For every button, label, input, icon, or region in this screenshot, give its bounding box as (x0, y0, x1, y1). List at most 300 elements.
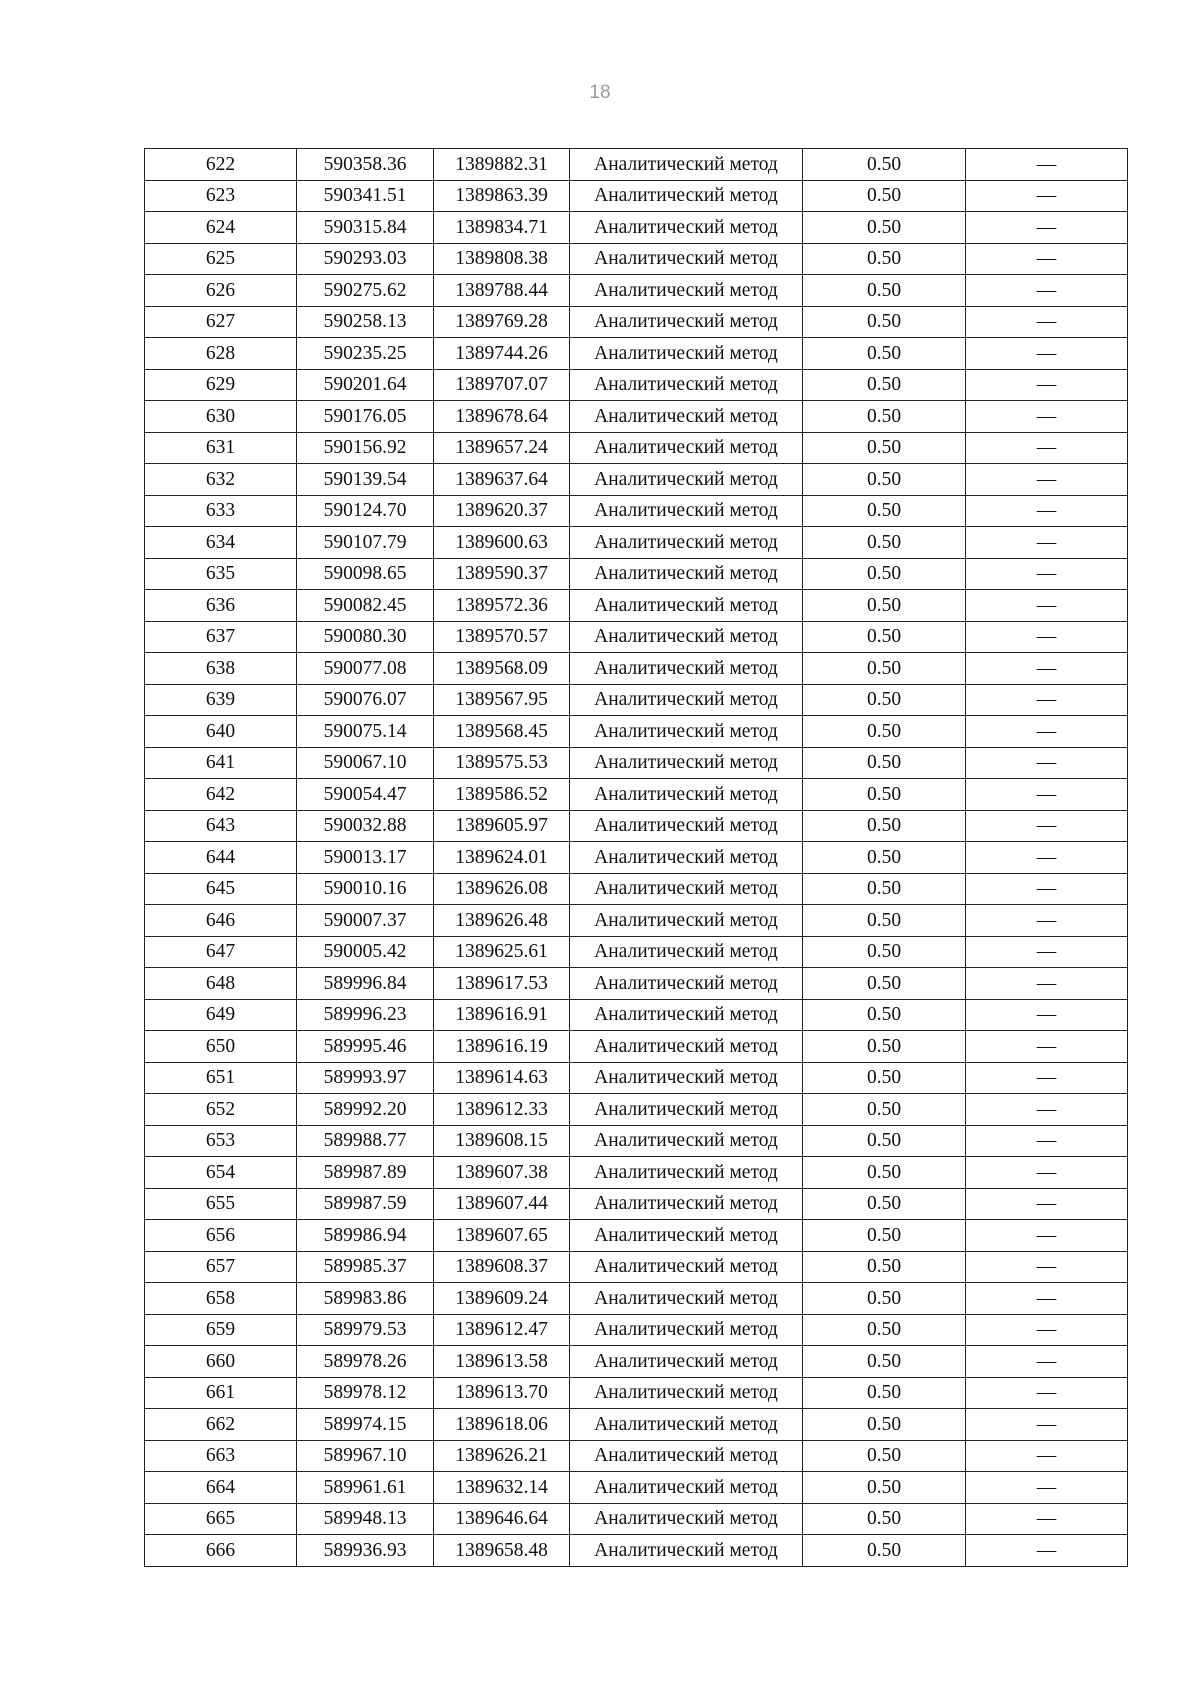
table-row (145, 905, 1128, 937)
description-cell: — (966, 432, 1128, 464)
table-row (145, 1440, 1128, 1472)
table-row (145, 999, 1128, 1031)
table-row (145, 401, 1128, 433)
accuracy-cell: 0.50 (803, 716, 966, 748)
page-number: 18 (589, 82, 611, 103)
table-row (145, 590, 1128, 622)
point-number-cell: 622 (145, 149, 297, 181)
point-number-cell: 661 (145, 1377, 297, 1409)
y-coordinate-cell: 1389617.53 (434, 968, 570, 1000)
method-cell: Аналитический метод (570, 684, 803, 716)
y-coordinate-cell: 1389657.24 (434, 432, 570, 464)
point-number-cell: 636 (145, 590, 297, 622)
y-coordinate-cell: 1389707.07 (434, 369, 570, 401)
description-cell: — (966, 716, 1128, 748)
description-cell: — (966, 1283, 1128, 1315)
table-row (145, 621, 1128, 653)
method-cell: Аналитический метод (570, 338, 803, 370)
description-cell: — (966, 306, 1128, 338)
x-coordinate-cell: 590082.45 (297, 590, 434, 622)
description-cell: — (966, 621, 1128, 653)
table-row (145, 369, 1128, 401)
accuracy-cell: 0.50 (803, 779, 966, 811)
table-row (145, 1031, 1128, 1063)
point-number-cell: 639 (145, 684, 297, 716)
y-coordinate-cell: 1389612.33 (434, 1094, 570, 1126)
y-coordinate-cell: 1389613.70 (434, 1377, 570, 1409)
accuracy-cell: 0.50 (803, 936, 966, 968)
point-number-cell: 662 (145, 1409, 297, 1441)
method-cell: Аналитический метод (570, 212, 803, 244)
y-coordinate-cell: 1389612.47 (434, 1314, 570, 1346)
method-cell: Аналитический метод (570, 810, 803, 842)
x-coordinate-cell: 590358.36 (297, 149, 434, 181)
method-cell: Аналитический метод (570, 1125, 803, 1157)
x-coordinate-cell: 589983.86 (297, 1283, 434, 1315)
accuracy-cell: 0.50 (803, 338, 966, 370)
description-cell: — (966, 464, 1128, 496)
description-cell: — (966, 495, 1128, 527)
y-coordinate-cell: 1389637.64 (434, 464, 570, 496)
point-number-cell: 655 (145, 1188, 297, 1220)
description-cell: — (966, 1188, 1128, 1220)
description-cell: — (966, 212, 1128, 244)
method-cell: Аналитический метод (570, 1062, 803, 1094)
point-number-cell: 647 (145, 936, 297, 968)
y-coordinate-cell: 1389608.15 (434, 1125, 570, 1157)
y-coordinate-cell: 1389607.38 (434, 1157, 570, 1189)
method-cell: Аналитический метод (570, 936, 803, 968)
description-cell: — (966, 684, 1128, 716)
description-cell: — (966, 1503, 1128, 1535)
y-coordinate-cell: 1389570.57 (434, 621, 570, 653)
method-cell: Аналитический метод (570, 306, 803, 338)
accuracy-cell: 0.50 (803, 873, 966, 905)
point-number-cell: 649 (145, 999, 297, 1031)
y-coordinate-cell: 1389568.45 (434, 716, 570, 748)
accuracy-cell: 0.50 (803, 1535, 966, 1567)
method-cell: Аналитический метод (570, 747, 803, 779)
point-number-cell: 645 (145, 873, 297, 905)
x-coordinate-cell: 590007.37 (297, 905, 434, 937)
method-cell: Аналитический метод (570, 590, 803, 622)
description-cell: — (966, 968, 1128, 1000)
method-cell: Аналитический метод (570, 401, 803, 433)
method-cell: Аналитический метод (570, 968, 803, 1000)
x-coordinate-cell: 589936.93 (297, 1535, 434, 1567)
accuracy-cell: 0.50 (803, 590, 966, 622)
accuracy-cell: 0.50 (803, 999, 966, 1031)
point-number-cell: 658 (145, 1283, 297, 1315)
table-row (145, 1377, 1128, 1409)
accuracy-cell: 0.50 (803, 1094, 966, 1126)
accuracy-cell: 0.50 (803, 275, 966, 307)
table-row (145, 149, 1128, 181)
method-cell: Аналитический метод (570, 653, 803, 685)
table-row (145, 936, 1128, 968)
x-coordinate-cell: 590054.47 (297, 779, 434, 811)
y-coordinate-cell: 1389808.38 (434, 243, 570, 275)
point-number-cell: 626 (145, 275, 297, 307)
description-cell: — (966, 1472, 1128, 1504)
x-coordinate-cell: 589978.12 (297, 1377, 434, 1409)
point-number-cell: 643 (145, 810, 297, 842)
x-coordinate-cell: 589978.26 (297, 1346, 434, 1378)
accuracy-cell: 0.50 (803, 1503, 966, 1535)
table-row (145, 968, 1128, 1000)
accuracy-cell: 0.50 (803, 747, 966, 779)
description-cell: — (966, 1409, 1128, 1441)
accuracy-cell: 0.50 (803, 149, 966, 181)
description-cell: — (966, 1157, 1128, 1189)
point-number-cell: 624 (145, 212, 297, 244)
accuracy-cell: 0.50 (803, 180, 966, 212)
y-coordinate-cell: 1389646.64 (434, 1503, 570, 1535)
x-coordinate-cell: 589992.20 (297, 1094, 434, 1126)
x-coordinate-cell: 590341.51 (297, 180, 434, 212)
accuracy-cell: 0.50 (803, 306, 966, 338)
x-coordinate-cell: 590010.16 (297, 873, 434, 905)
table-row (145, 432, 1128, 464)
x-coordinate-cell: 589979.53 (297, 1314, 434, 1346)
description-cell: — (966, 653, 1128, 685)
point-number-cell: 642 (145, 779, 297, 811)
description-cell: — (966, 810, 1128, 842)
method-cell: Аналитический метод (570, 275, 803, 307)
accuracy-cell: 0.50 (803, 653, 966, 685)
x-coordinate-cell: 590124.70 (297, 495, 434, 527)
x-coordinate-cell: 590201.64 (297, 369, 434, 401)
y-coordinate-cell: 1389626.48 (434, 905, 570, 937)
description-cell: — (966, 1062, 1128, 1094)
x-coordinate-cell: 590107.79 (297, 527, 434, 559)
accuracy-cell: 0.50 (803, 810, 966, 842)
accuracy-cell: 0.50 (803, 369, 966, 401)
accuracy-cell: 0.50 (803, 621, 966, 653)
accuracy-cell: 0.50 (803, 212, 966, 244)
accuracy-cell: 0.50 (803, 1440, 966, 1472)
y-coordinate-cell: 1389614.63 (434, 1062, 570, 1094)
table-row (145, 306, 1128, 338)
point-number-cell: 650 (145, 1031, 297, 1063)
table-row (145, 558, 1128, 590)
accuracy-cell: 0.50 (803, 1472, 966, 1504)
x-coordinate-cell: 589987.59 (297, 1188, 434, 1220)
point-number-cell: 648 (145, 968, 297, 1000)
x-coordinate-cell: 589961.61 (297, 1472, 434, 1504)
coordinates-table (144, 148, 1128, 1567)
accuracy-cell: 0.50 (803, 1062, 966, 1094)
point-number-cell: 630 (145, 401, 297, 433)
description-cell: — (966, 1094, 1128, 1126)
y-coordinate-cell: 1389769.28 (434, 306, 570, 338)
method-cell: Аналитический метод (570, 149, 803, 181)
point-number-cell: 631 (145, 432, 297, 464)
y-coordinate-cell: 1389608.37 (434, 1251, 570, 1283)
y-coordinate-cell: 1389586.52 (434, 779, 570, 811)
method-cell: Аналитический метод (570, 1094, 803, 1126)
coordinates-table-body (145, 149, 1128, 1567)
accuracy-cell: 0.50 (803, 1283, 966, 1315)
point-number-cell: 634 (145, 527, 297, 559)
point-number-cell: 653 (145, 1125, 297, 1157)
x-coordinate-cell: 589974.15 (297, 1409, 434, 1441)
y-coordinate-cell: 1389788.44 (434, 275, 570, 307)
table-row (145, 1220, 1128, 1252)
y-coordinate-cell: 1389613.58 (434, 1346, 570, 1378)
x-coordinate-cell: 590076.07 (297, 684, 434, 716)
description-cell: — (966, 842, 1128, 874)
table-row (145, 1094, 1128, 1126)
method-cell: Аналитический метод (570, 1031, 803, 1063)
point-number-cell: 637 (145, 621, 297, 653)
method-cell: Аналитический метод (570, 495, 803, 527)
x-coordinate-cell: 589996.84 (297, 968, 434, 1000)
method-cell: Аналитический метод (570, 1535, 803, 1567)
method-cell: Аналитический метод (570, 621, 803, 653)
y-coordinate-cell: 1389590.37 (434, 558, 570, 590)
method-cell: Аналитический метод (570, 1251, 803, 1283)
table-row (145, 747, 1128, 779)
table-row (145, 1125, 1128, 1157)
point-number-cell: 660 (145, 1346, 297, 1378)
method-cell: Аналитический метод (570, 558, 803, 590)
accuracy-cell: 0.50 (803, 527, 966, 559)
method-cell: Аналитический метод (570, 1377, 803, 1409)
description-cell: — (966, 401, 1128, 433)
point-number-cell: 659 (145, 1314, 297, 1346)
x-coordinate-cell: 589987.89 (297, 1157, 434, 1189)
y-coordinate-cell: 1389678.64 (434, 401, 570, 433)
x-coordinate-cell: 590156.92 (297, 432, 434, 464)
y-coordinate-cell: 1389620.37 (434, 495, 570, 527)
point-number-cell: 644 (145, 842, 297, 874)
x-coordinate-cell: 590235.25 (297, 338, 434, 370)
y-coordinate-cell: 1389625.61 (434, 936, 570, 968)
y-coordinate-cell: 1389624.01 (434, 842, 570, 874)
point-number-cell: 632 (145, 464, 297, 496)
point-number-cell: 633 (145, 495, 297, 527)
method-cell: Аналитический метод (570, 1472, 803, 1504)
x-coordinate-cell: 589988.77 (297, 1125, 434, 1157)
description-cell: — (966, 369, 1128, 401)
method-cell: Аналитический метод (570, 432, 803, 464)
table-row (145, 1314, 1128, 1346)
point-number-cell: 666 (145, 1535, 297, 1567)
point-number-cell: 641 (145, 747, 297, 779)
table-row (145, 1157, 1128, 1189)
point-number-cell: 665 (145, 1503, 297, 1535)
table-row (145, 1503, 1128, 1535)
table-row (145, 275, 1128, 307)
point-number-cell: 638 (145, 653, 297, 685)
accuracy-cell: 0.50 (803, 1125, 966, 1157)
y-coordinate-cell: 1389567.95 (434, 684, 570, 716)
description-cell: — (966, 1031, 1128, 1063)
description-cell: — (966, 1377, 1128, 1409)
table-row (145, 810, 1128, 842)
table-row (145, 1346, 1128, 1378)
point-number-cell: 646 (145, 905, 297, 937)
method-cell: Аналитический метод (570, 369, 803, 401)
y-coordinate-cell: 1389618.06 (434, 1409, 570, 1441)
table-row (145, 243, 1128, 275)
table-row (145, 527, 1128, 559)
y-coordinate-cell: 1389626.21 (434, 1440, 570, 1472)
description-cell: — (966, 936, 1128, 968)
method-cell: Аналитический метод (570, 905, 803, 937)
method-cell: Аналитический метод (570, 873, 803, 905)
description-cell: — (966, 243, 1128, 275)
description-cell: — (966, 275, 1128, 307)
x-coordinate-cell: 589967.10 (297, 1440, 434, 1472)
accuracy-cell: 0.50 (803, 1220, 966, 1252)
method-cell: Аналитический метод (570, 1283, 803, 1315)
point-number-cell: 664 (145, 1472, 297, 1504)
y-coordinate-cell: 1389568.09 (434, 653, 570, 685)
accuracy-cell: 0.50 (803, 401, 966, 433)
point-number-cell: 628 (145, 338, 297, 370)
table-row (145, 842, 1128, 874)
method-cell: Аналитический метод (570, 1314, 803, 1346)
table-row (145, 1251, 1128, 1283)
point-number-cell: 657 (145, 1251, 297, 1283)
x-coordinate-cell: 590005.42 (297, 936, 434, 968)
accuracy-cell: 0.50 (803, 432, 966, 464)
point-number-cell: 635 (145, 558, 297, 590)
x-coordinate-cell: 589996.23 (297, 999, 434, 1031)
point-number-cell: 640 (145, 716, 297, 748)
point-number-cell: 663 (145, 1440, 297, 1472)
x-coordinate-cell: 590098.65 (297, 558, 434, 590)
method-cell: Аналитический метод (570, 1157, 803, 1189)
description-cell: — (966, 1535, 1128, 1567)
x-coordinate-cell: 589993.97 (297, 1062, 434, 1094)
y-coordinate-cell: 1389834.71 (434, 212, 570, 244)
accuracy-cell: 0.50 (803, 905, 966, 937)
description-cell: — (966, 1125, 1128, 1157)
point-number-cell: 625 (145, 243, 297, 275)
x-coordinate-cell: 590139.54 (297, 464, 434, 496)
description-cell: — (966, 779, 1128, 811)
x-coordinate-cell: 589948.13 (297, 1503, 434, 1535)
table-row (145, 212, 1128, 244)
table-row (145, 338, 1128, 370)
table-row (145, 180, 1128, 212)
description-cell: — (966, 1440, 1128, 1472)
y-coordinate-cell: 1389607.44 (434, 1188, 570, 1220)
method-cell: Аналитический метод (570, 842, 803, 874)
x-coordinate-cell: 589995.46 (297, 1031, 434, 1063)
method-cell: Аналитический метод (570, 1503, 803, 1535)
y-coordinate-cell: 1389607.65 (434, 1220, 570, 1252)
x-coordinate-cell: 590075.14 (297, 716, 434, 748)
table-row (145, 464, 1128, 496)
accuracy-cell: 0.50 (803, 1377, 966, 1409)
table-row (145, 1188, 1128, 1220)
description-cell: — (966, 1314, 1128, 1346)
x-coordinate-cell: 590067.10 (297, 747, 434, 779)
description-cell: — (966, 999, 1128, 1031)
y-coordinate-cell: 1389626.08 (434, 873, 570, 905)
y-coordinate-cell: 1389658.48 (434, 1535, 570, 1567)
y-coordinate-cell: 1389575.53 (434, 747, 570, 779)
accuracy-cell: 0.50 (803, 842, 966, 874)
method-cell: Аналитический метод (570, 1440, 803, 1472)
table-row (145, 716, 1128, 748)
accuracy-cell: 0.50 (803, 1157, 966, 1189)
accuracy-cell: 0.50 (803, 1188, 966, 1220)
method-cell: Аналитический метод (570, 527, 803, 559)
x-coordinate-cell: 589985.37 (297, 1251, 434, 1283)
x-coordinate-cell: 590176.05 (297, 401, 434, 433)
table-row (145, 873, 1128, 905)
point-number-cell: 656 (145, 1220, 297, 1252)
point-number-cell: 651 (145, 1062, 297, 1094)
method-cell: Аналитический метод (570, 1188, 803, 1220)
method-cell: Аналитический метод (570, 779, 803, 811)
accuracy-cell: 0.50 (803, 1409, 966, 1441)
table-row (145, 1535, 1128, 1567)
point-number-cell: 654 (145, 1157, 297, 1189)
method-cell: Аналитический метод (570, 1409, 803, 1441)
method-cell: Аналитический метод (570, 1220, 803, 1252)
x-coordinate-cell: 590293.03 (297, 243, 434, 275)
accuracy-cell: 0.50 (803, 968, 966, 1000)
accuracy-cell: 0.50 (803, 464, 966, 496)
accuracy-cell: 0.50 (803, 1314, 966, 1346)
method-cell: Аналитический метод (570, 1346, 803, 1378)
x-coordinate-cell: 590315.84 (297, 212, 434, 244)
description-cell: — (966, 338, 1128, 370)
x-coordinate-cell: 590013.17 (297, 842, 434, 874)
description-cell: — (966, 149, 1128, 181)
y-coordinate-cell: 1389600.63 (434, 527, 570, 559)
point-number-cell: 627 (145, 306, 297, 338)
accuracy-cell: 0.50 (803, 1031, 966, 1063)
y-coordinate-cell: 1389632.14 (434, 1472, 570, 1504)
description-cell: — (966, 1251, 1128, 1283)
x-coordinate-cell: 590275.62 (297, 275, 434, 307)
description-cell: — (966, 527, 1128, 559)
method-cell: Аналитический метод (570, 243, 803, 275)
point-number-cell: 652 (145, 1094, 297, 1126)
table-row (145, 779, 1128, 811)
description-cell: — (966, 558, 1128, 590)
table-row (145, 1409, 1128, 1441)
accuracy-cell: 0.50 (803, 558, 966, 590)
description-cell: — (966, 1220, 1128, 1252)
x-coordinate-cell: 589986.94 (297, 1220, 434, 1252)
table-row (145, 1472, 1128, 1504)
y-coordinate-cell: 1389744.26 (434, 338, 570, 370)
y-coordinate-cell: 1389609.24 (434, 1283, 570, 1315)
x-coordinate-cell: 590077.08 (297, 653, 434, 685)
description-cell: — (966, 180, 1128, 212)
accuracy-cell: 0.50 (803, 684, 966, 716)
y-coordinate-cell: 1389572.36 (434, 590, 570, 622)
table-row (145, 684, 1128, 716)
description-cell: — (966, 873, 1128, 905)
method-cell: Аналитический метод (570, 999, 803, 1031)
x-coordinate-cell: 590080.30 (297, 621, 434, 653)
accuracy-cell: 0.50 (803, 495, 966, 527)
accuracy-cell: 0.50 (803, 1346, 966, 1378)
table-row (145, 1283, 1128, 1315)
description-cell: — (966, 905, 1128, 937)
y-coordinate-cell: 1389863.39 (434, 180, 570, 212)
table-row (145, 495, 1128, 527)
